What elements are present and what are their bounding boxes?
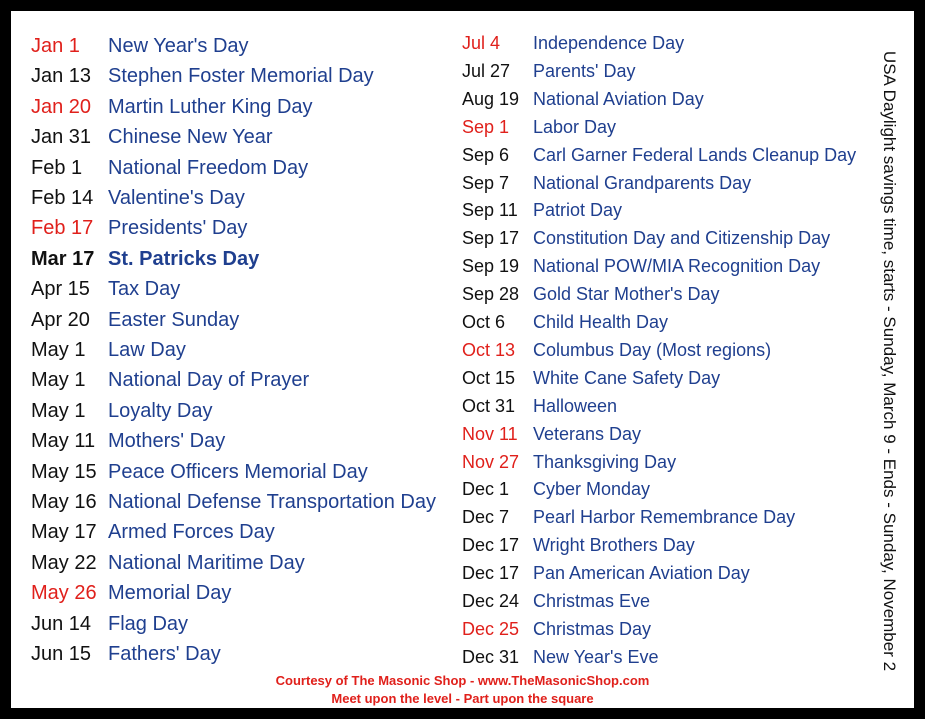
event-name: Pearl Harbor Remembrance Day [533,507,796,528]
event-date: Dec 7 [462,507,510,528]
event-row [31,487,471,517]
event-date: Jun 15 [31,643,92,665]
event-row [462,196,882,224]
event-date: Jan 31 [31,126,92,149]
event-name: White Cane Safety Day [533,367,721,388]
event-name: Loyalty Day [108,399,213,422]
event-row [31,244,471,274]
event-date: Oct 13 [462,339,516,360]
event-date: May 17 [31,521,97,544]
event-date: May 26 [31,582,97,605]
event-date: May 16 [31,491,97,513]
event-name: Flag Day [108,612,189,635]
event-date: Dec 24 [462,591,520,611]
event-row [31,396,471,426]
event-date: May 15 [31,460,97,483]
event-row [31,213,471,243]
event-date: Sep 1 [462,116,510,137]
event-date: Jan 1 [31,35,80,57]
event-row [462,85,882,113]
event-name: Mothers' Day [108,430,226,453]
event-row [31,365,471,395]
event-row [462,448,882,476]
event-name: Veterans Day [533,423,642,444]
event-row [462,336,882,364]
event-date: Jun 14 [31,612,92,635]
event-date: May 22 [31,551,97,574]
daylight-savings-note [869,25,909,697]
left-column [31,31,471,667]
event-name: Halloween [533,395,618,416]
event-row [462,587,882,615]
event-name: Pan American Aviation Day [533,563,750,584]
event-date: Jan 20 [31,95,92,118]
event-row [31,274,471,304]
event-date: Jul 4 [462,33,501,53]
event-name: National POW/MIA Recognition Day [533,256,821,277]
event-name: Christmas Eve [533,591,651,611]
event-row [31,335,471,365]
event-row [31,61,471,91]
event-date: May 1 [31,339,86,361]
event-row [462,113,882,141]
event-name: Stephen Foster Memorial Day [108,65,374,88]
daylight-savings-text: USA Daylight savings time, starts - Sunday, March 9 - Ends - Sunday, November 2 [880,50,899,672]
event-date: Nov 27 [462,451,520,472]
event-name: Constitution Day and Citizenship Day [533,228,831,249]
event-row [462,643,882,671]
event-name: Christmas Day [533,618,652,639]
event-row [31,578,471,608]
footer-motto: Meet upon the level - Part upon the square [331,691,594,706]
event-date: Dec 31 [462,646,520,667]
event-name: Cyber Monday [533,479,651,500]
event-name: Chinese New Year [108,126,273,149]
right-column [462,29,882,677]
event-name: Law Day [108,339,186,361]
event-name: Fathers' Day [108,643,221,665]
event-name: Independence Day [533,33,685,53]
event-name: Patriot Day [533,200,623,221]
event-name: National Maritime Day [108,551,305,574]
event-name: Peace Officers Memorial Day [108,460,368,483]
event-name: Child Health Day [533,312,669,332]
event-date: Dec 17 [462,563,520,584]
event-date: Apr 20 [31,308,90,331]
event-row [31,426,471,456]
event-row [31,639,471,669]
event-name: National Aviation Day [533,88,704,109]
event-row [31,183,471,213]
event-date: Oct 15 [462,367,516,388]
event-date: Oct 6 [462,312,506,332]
event-date: Oct 31 [462,395,516,416]
event-row [31,457,471,487]
event-name: New Year's Eve [533,646,659,667]
event-date: Sep 19 [462,256,520,277]
event-date: May 1 [31,369,86,392]
event-name: Presidents' Day [108,217,248,240]
event-row [31,305,471,335]
event-row [462,29,882,57]
event-row [462,615,882,643]
event-date: Feb 17 [31,217,94,240]
event-date: Sep 6 [462,144,510,165]
event-row [462,57,882,85]
event-name: Columbus Day (Most regions) [533,339,772,360]
event-date: Aug 19 [462,88,520,109]
event-date: Jul 27 [462,60,511,81]
event-date: Sep 17 [462,228,520,249]
event-name: Labor Day [533,116,617,137]
event-name: Armed Forces Day [108,521,275,544]
event-name: Memorial Day [108,582,232,605]
event-row [462,141,882,169]
event-row [462,475,882,503]
event-date: Dec 17 [462,535,520,556]
event-row [31,153,471,183]
event-row [462,364,882,392]
event-name: Valentine's Day [108,187,245,209]
event-row [462,420,882,448]
event-date: Mar 17 [31,247,95,270]
event-date: Sep 28 [462,284,520,305]
event-row [462,503,882,531]
event-name: National Day of Prayer [108,369,310,392]
event-name: Wright Brothers Day [533,535,695,556]
event-name: Thanksgiving Day [533,451,677,472]
event-row [31,609,471,639]
event-name: Tax Day [108,278,181,301]
event-row [462,392,882,420]
event-date: Jan 13 [31,65,92,88]
event-row [31,31,471,61]
event-date: Dec 1 [462,479,510,500]
event-name: National Defense Transportation Day [108,491,436,513]
event-name: National Freedom Day [108,156,309,179]
event-name: Easter Sunday [108,308,240,331]
calendar-panel [11,11,914,708]
event-date: Nov 11 [462,423,518,444]
event-date: Sep 11 [462,200,518,221]
event-name: St. Patricks Day [108,247,260,270]
event-row [462,224,882,252]
event-date: May 11 [31,430,96,453]
event-row [31,92,471,122]
event-row [462,531,882,559]
event-name: Carl Garner Federal Lands Cleanup Day [533,144,857,165]
event-row [462,252,882,280]
event-date: Feb 14 [31,187,94,209]
event-row [31,548,471,578]
event-date: Apr 15 [31,278,90,301]
event-row [31,122,471,152]
event-row [462,308,882,336]
event-date: May 1 [31,399,86,422]
event-name: National Grandparents Day [533,172,752,193]
event-date: Sep 7 [462,172,510,193]
event-name: New Year's Day [108,35,249,57]
event-row [462,559,882,587]
event-name: Martin Luther King Day [108,95,313,118]
event-row [462,169,882,197]
event-date: Dec 25 [462,618,520,639]
footer-courtesy: Courtesy of The Masonic Shop - www.TheMasonicShop.com [275,673,650,688]
event-date: Feb 1 [31,156,83,179]
event-row [462,280,882,308]
event-row [31,517,471,547]
event-name: Parents' Day [533,60,636,81]
event-name: Gold Star Mother's Day [533,284,720,305]
